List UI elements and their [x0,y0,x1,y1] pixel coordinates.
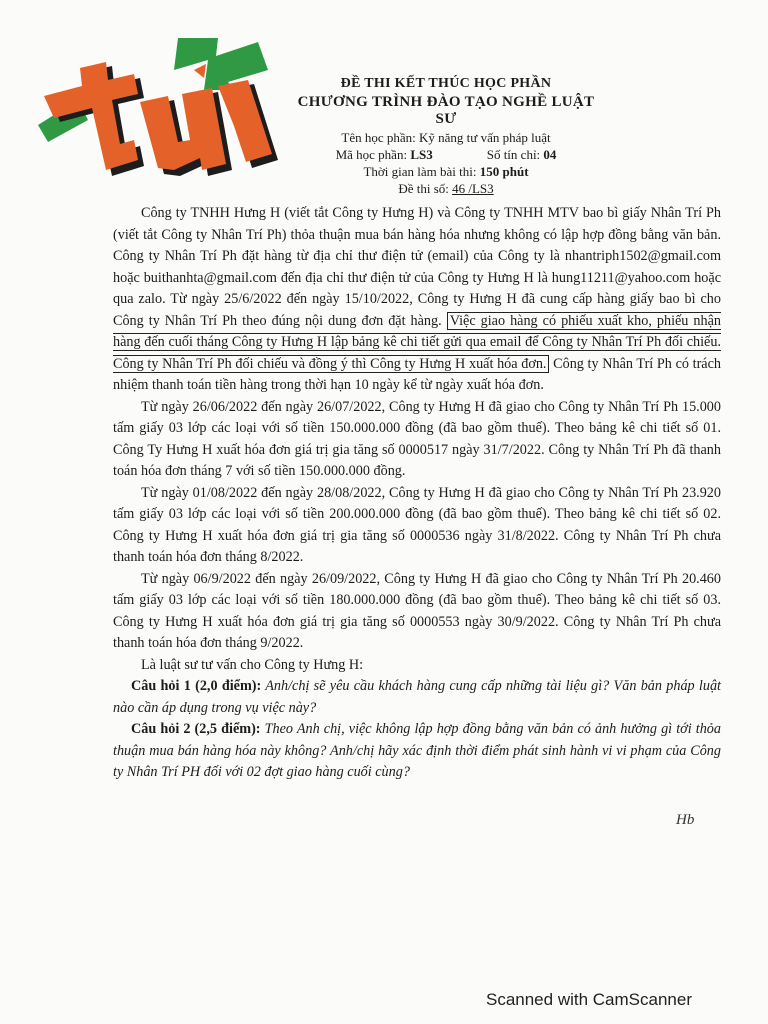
handwritten-mark: Hb [676,812,695,828]
exam-header [296,76,596,197]
question-2-label: Câu hỏi 2 (2,5 điểm): [131,721,261,737]
paragraph-3: Từ ngày 01/08/2022 đến ngày 28/08/2022, Công ty Hưng H đã giao cho Công ty Nhân Trí Ph 23.920 tấm giấy 03 lớp các loại với số tiền 200.000.000 đồng (đã bao gồm thuế). Theo bảng kê chi tiết số 02. Công ty Hưng H xuất hóa đơn giá trị gia tăng số 0000536 ngày 31/8/2022. Công ty Nhân Trí Ph chưa thanh toán hóa đơn tháng 8/2022. [113,484,721,565]
paragraph-1 [113,203,721,397]
question-1 [113,676,721,719]
question-2 [113,719,721,784]
exam-title-line2: CHƯƠNG TRÌNH ĐÀO TẠO NGHỀ LUẬT SƯ [297,94,595,127]
credits-value: 04 [543,147,557,162]
code-value: LS3 [410,147,433,162]
question-1-text: Anh/chị sẽ yêu cầu khách hàng cung cấp những tài liệu gì? Văn bản pháp luật nào cần áp dụng trong vụ việc này? [113,678,721,716]
payment-term: Công ty Nhân Trí Ph có trách nhiệm thanh toán tiền hàng trong thời hạn 10 ngày kể từ ngày xuất hóa đơn. [113,355,721,393]
time-value: 150 phút [479,164,529,179]
exam-number: 46 /LS3 [452,181,494,196]
scanner-footer: Scanned with CamScanner [485,990,692,1009]
boxed-condition: Việc giao hàng có phiếu xuất kho, phiếu nhận hàng đến cuối tháng Công ty Hưng H lập bảng kê chi tiết gửi qua email để Công ty Nhân Trí Ph đối chiếu. Công ty Nhân Trí Ph đối chiếu và đồng ý thì Công ty Hưng H xuất hóa đơn. [113,312,721,372]
paragraph-1-text: Công ty TNHH Hưng H (viết tắt Công ty Hưng H) và Công ty TNHH MTV bao bì giấy Nhân Trí Ph (viết tắt Công ty Nhân Trí Ph) thỏa thuận mua bán hàng hóa nhưng không có lập hợp đồng bằng văn bản. Công ty Nhân Trí Ph đặt hàng từ địa chỉ thư điện tử (email) của Công ty là nhantriph1502@gmail.com hoặc buithanhta@gmail.com đến địa chỉ thư điện tử của Công ty Hưng H là hung11211@yahoo.com hoặc qua zalo. Từ ngày 25/6/2022 đến ngày 15/10/2022, Công ty Hưng H đã cung cấp hàng giấy bao bì cho Công ty Nhân Trí Ph theo đúng nội dung đơn đặt hàng. [113,205,721,329]
subject-name: Tên học phần: Kỹ năng tư vấn pháp luật [341,130,551,145]
code-label: Mã học phần: [335,147,411,162]
credits-label: Số tín chỉ: [486,147,544,162]
thu-logo [28,30,293,200]
subject-code-row [296,147,596,163]
paragraph-5: Là luật sư tư vấn cho Công ty Hưng H: [141,656,364,673]
exam-title-line1: ĐỀ THI KẾT THÚC HỌC PHẦN [340,76,552,91]
exam-number-row [296,181,596,197]
paragraph-4: Từ ngày 06/9/2022 đến ngày 26/09/2022, Công ty Hưng H đã giao cho Công ty Nhân Trí Ph 20.460 tấm giấy 03 lớp các loại với số tiền 180.000.000 đồng (đã bao gồm thuế). Theo bảng kê chi tiết số 03. Công ty Hưng H xuất hóa đơn giá trị gia tăng số 0000553 ngày 30/9/2022. Công ty Nhân Trí Ph chưa thanh toán hóa đơn tháng 9/2022. [113,570,721,651]
question-1-label: Câu hỏi 1 (2,0 điểm): [131,678,262,694]
paragraph-2: Từ ngày 26/06/2022 đến ngày 26/07/2022, Công ty Hưng H đã giao cho Công ty Nhân Trí Ph 15.000 tấm giấy 03 lớp các loại với số tiền 150.000.000 đồng (đã bao gồm thuế). Theo bảng kê chi tiết số 01. Công Ty Hưng H xuất hóa đơn giá trị gia tăng số 0000517 ngày 31/7/2022. Công ty Nhân Trí Ph đã thanh toán hóa đơn tháng 7 với số tiền 150.000.000 đồng. [113,398,721,479]
time-label: Thời gian làm bài thi: [363,164,480,179]
exam-body [113,203,721,784]
time-row [296,164,596,180]
question-2-text: Theo Anh chị, việc không lập hợp đồng bằng văn bản có ảnh hưởng gì tới thỏa thuận mua bán hàng hóa này không? Anh/chị hãy xác định thời điểm phát sinh hành vi vi phạm của Công ty Nhân Trí PH đối với 02 đợt giao hàng cuối cùng? [113,721,721,780]
exam-number-label: Đề thi số: [398,181,453,196]
